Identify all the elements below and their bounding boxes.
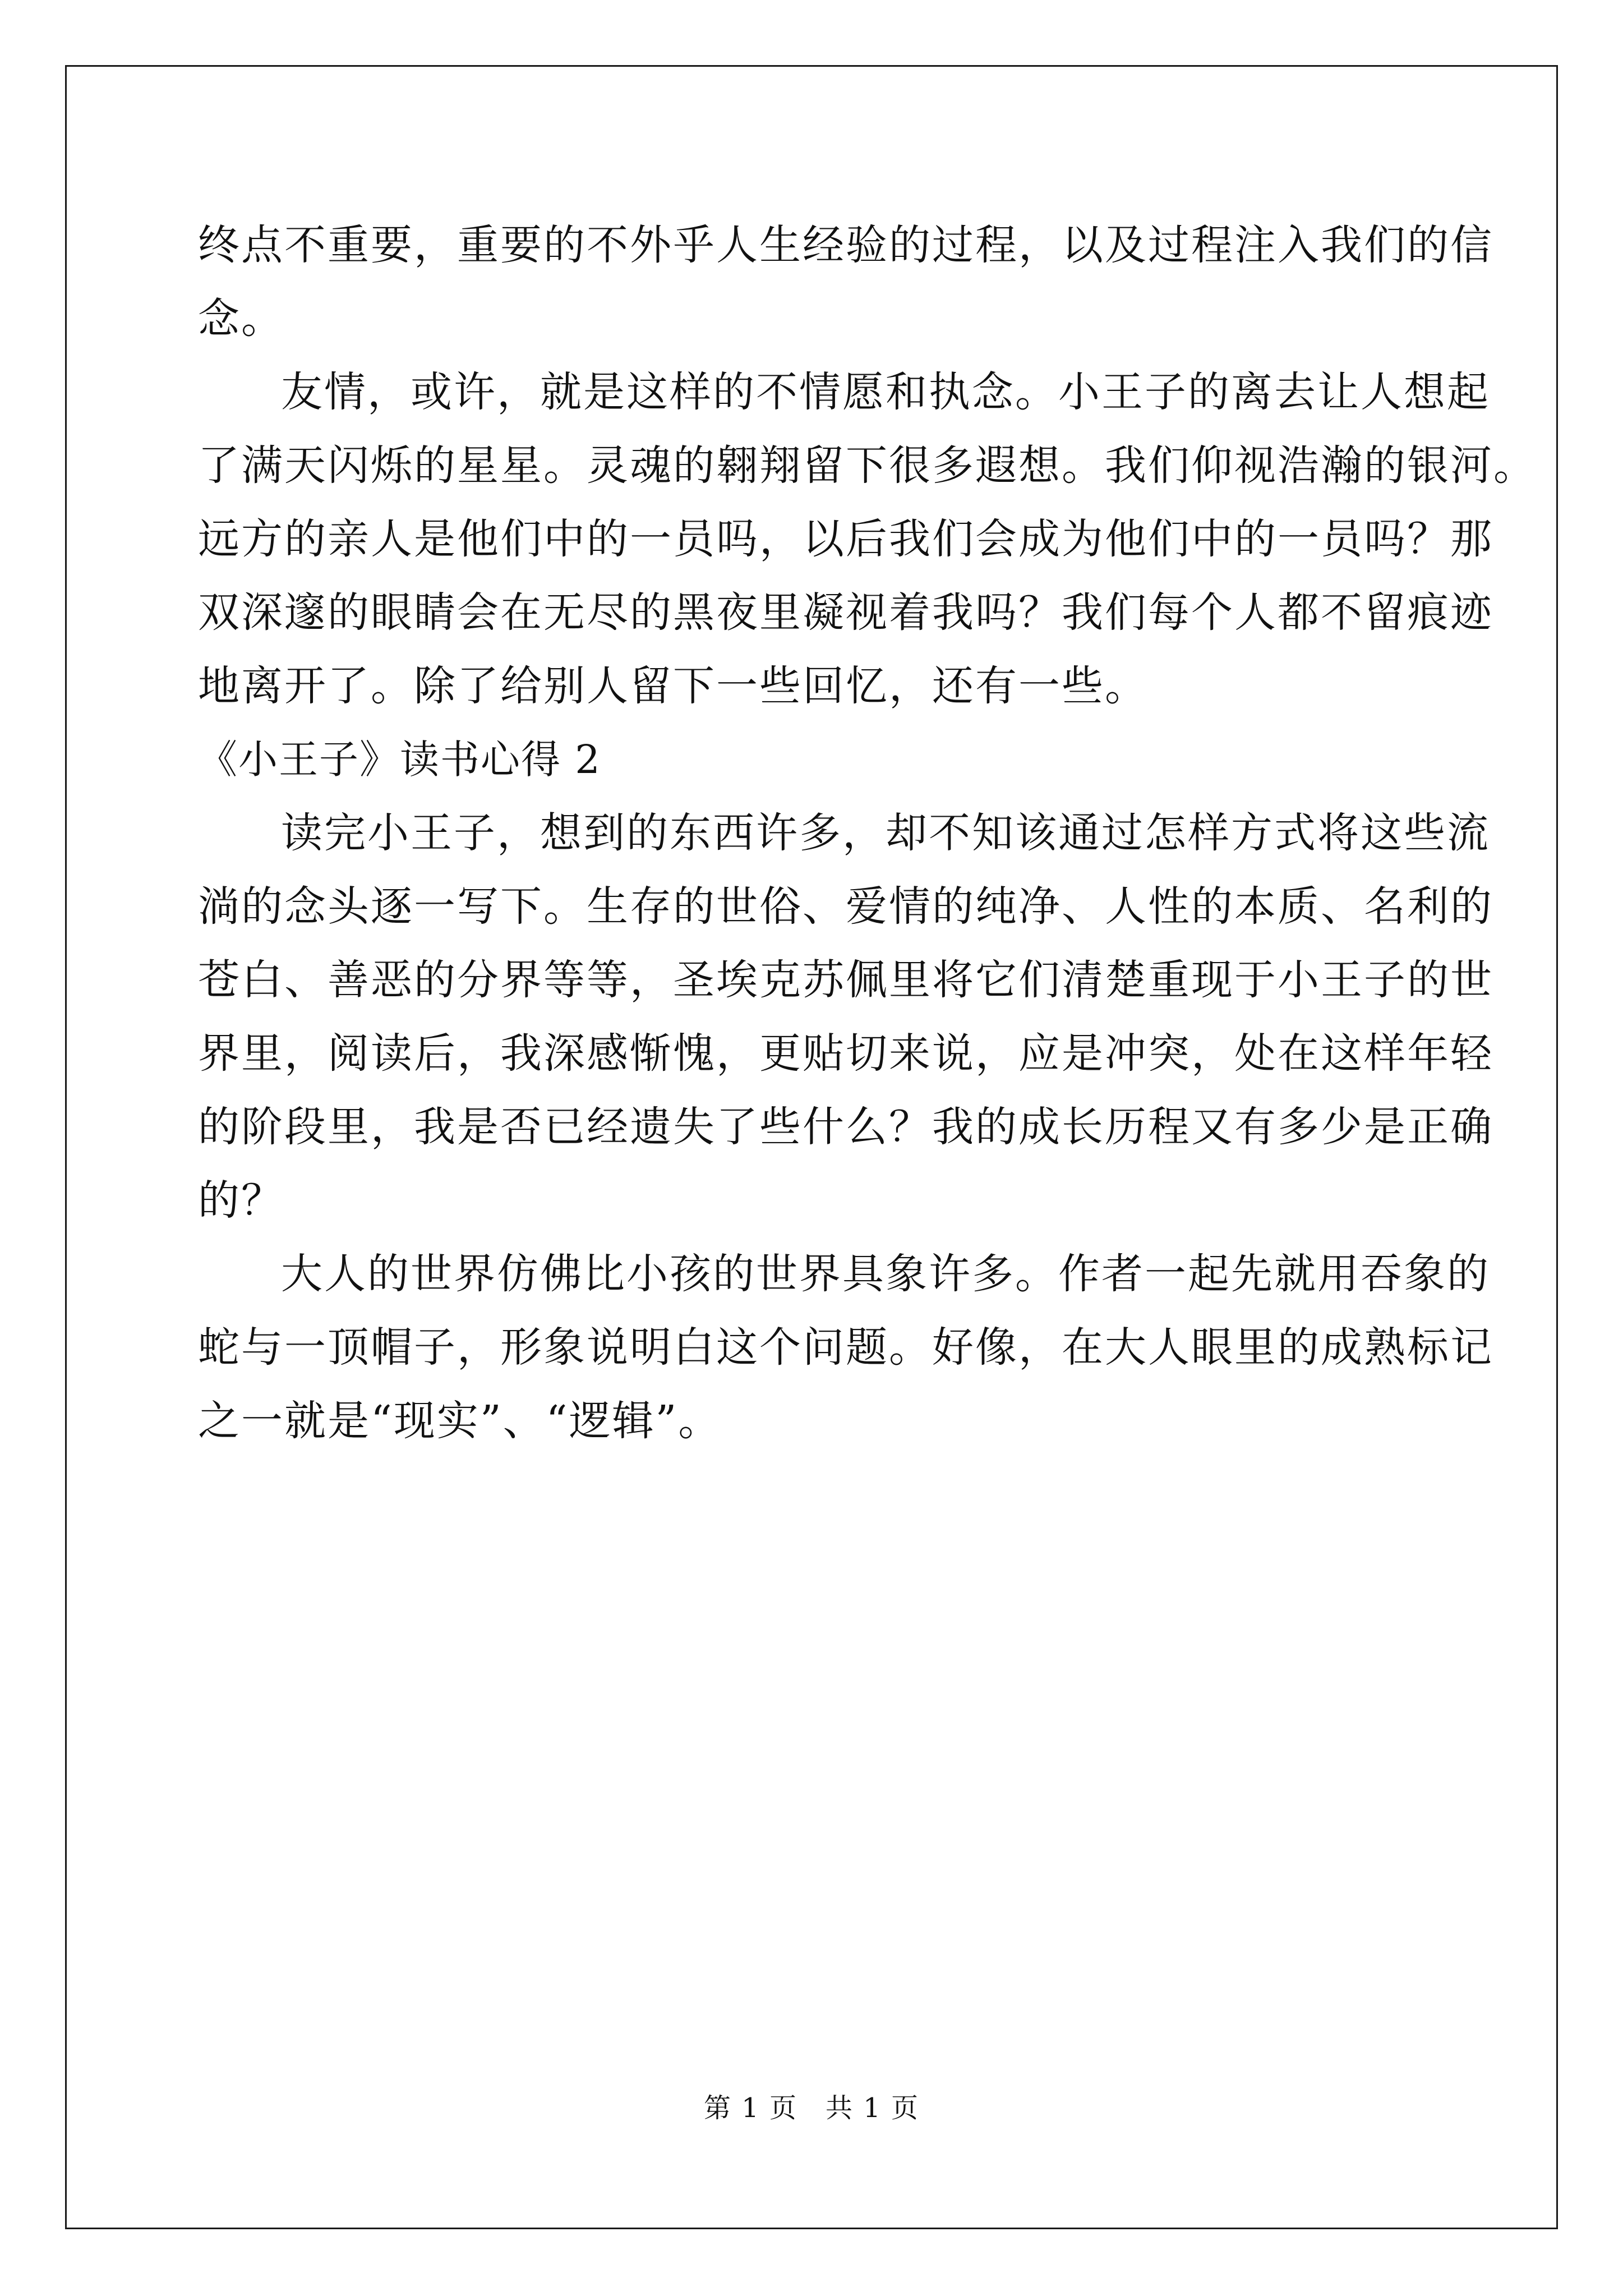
text-line: 双深邃的眼睛会在无尽的黑夜里凝视着我吗？我们每个人都不留痕迹	[198, 588, 1493, 637]
text-line: 终点不重要，重要的不外乎人生经验的过程，以及过程注入我们的信	[198, 221, 1493, 269]
text-line: 地离开了。除了给别人留下一些回忆，还有一些。	[198, 662, 1148, 710]
text-line: 苍白、善恶的分界等等，圣埃克苏佩里将它们清楚重现于小王子的世	[198, 956, 1493, 1004]
section-heading: 《小王子》读书心得 2	[198, 737, 601, 783]
text-line: 的阶段里，我是否已经遗失了些什么？我的成长历程又有多少是正确	[198, 1103, 1493, 1151]
paragraph-first-line: 友情，或许，就是这样的不情愿和执念。小王子的离去让人想起	[281, 368, 1490, 416]
paragraph-first-line: 大人的世界仿佛比小孩的世界具象许多。作者一起先就用吞象的	[281, 1250, 1490, 1298]
document-body	[198, 209, 1537, 1458]
text-line: 的？	[198, 1176, 284, 1225]
text-line: 之一就是“现实”、“逻辑”。	[198, 1397, 722, 1445]
text-line: 了满天闪烁的星星。灵魂的翱翔留下很多遐想。我们仰视浩瀚的银河。	[198, 441, 1537, 490]
text-line: 蛇与一顶帽子，形象说明白这个问题。好像，在大人眼里的成熟标记	[198, 1323, 1493, 1372]
page-number-footer: 第 1 页 共 1 页	[703, 2092, 920, 2124]
text-line: 远方的亲人是他们中的一员吗，以后我们会成为他们中的一员吗？那	[198, 515, 1493, 563]
text-line: 界里，阅读后，我深感惭愧，更贴切来说，应是冲突，处在这样年轻	[198, 1029, 1493, 1078]
text-line: 念。	[198, 295, 284, 343]
paragraph-first-line: 读完小王子，想到的东西许多，却不知该通过怎样方式将这些流	[281, 809, 1490, 857]
text-line: 淌的念头逐一写下。生存的世俗、爱情的纯净、人性的本质、名利的	[198, 882, 1493, 931]
